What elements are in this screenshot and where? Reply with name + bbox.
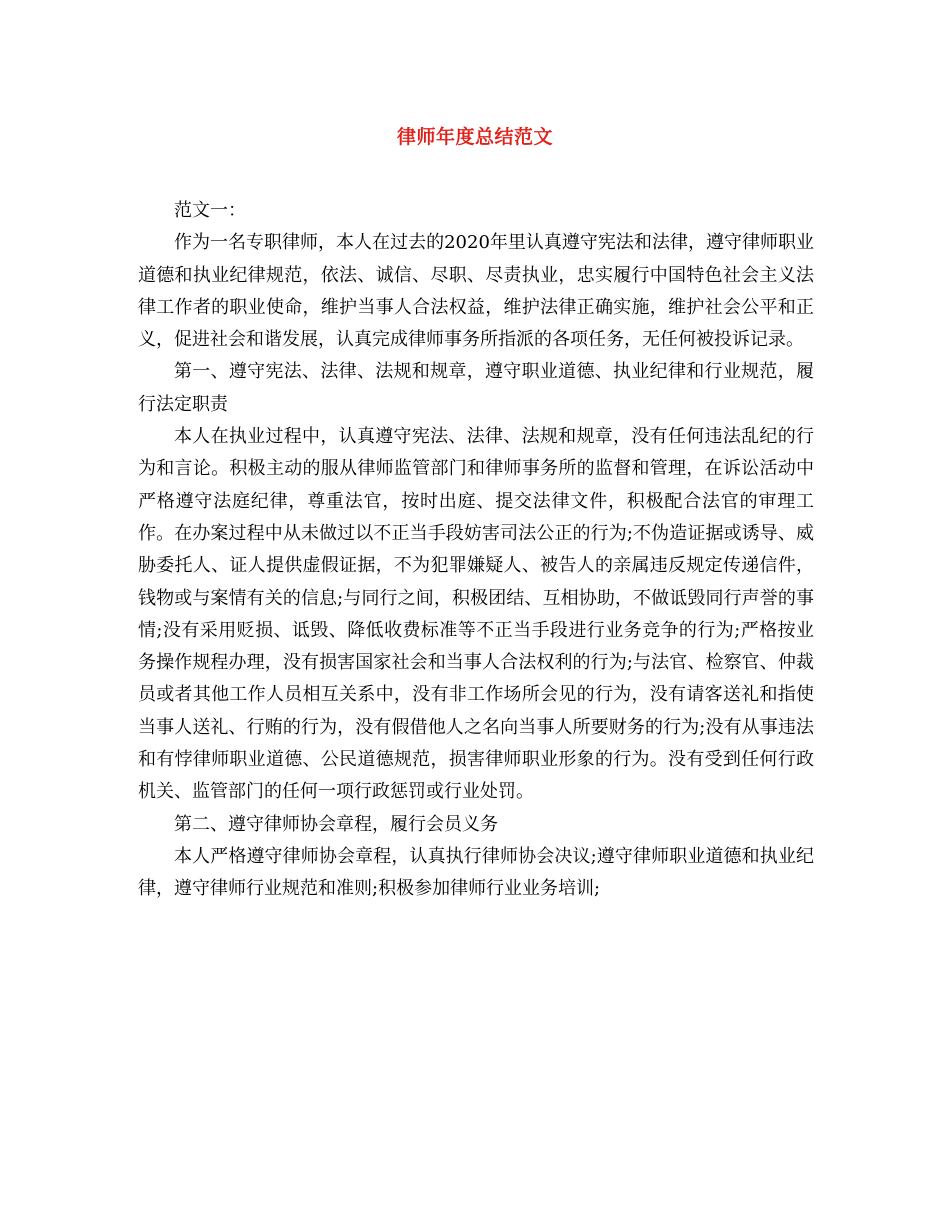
section-heading-second: 第二、遵守律师协会章程，履行会员义务 — [174, 813, 498, 835]
section-heading-first: 第一、遵守宪法、法律、法规和规章，遵守职业道德、执业纪律和行业规范，履行法定职责 — [138, 361, 814, 415]
paragraph-second-section: 本人严格遵守律师协会章程，认真执行律师协会决议;遵守律师职业道德和执业纪律，遵守律师行业规范和准则;积极参加律师行业业务培训; — [138, 845, 814, 900]
paragraph-first-section: 本人在执业过程中，认真遵守宪法、法律、法规和规章，没有任何违法乱纪的行为和言论。积极主动的服从律师监管部门和律师事务所的监督和管理，在诉讼活动中严格遵守法庭纪律，尊重法官，按时出庭、提交法律文件，积极配合法官的审理工作。在办案过程中从未做过以不正当手段妨害司法公正的行为;不伪造证据或诱导、威胁委托人、证人提供虚假证据，不为犯罪嫌疑人、被告人的亲属违反规定传递信件，钱物或与案情有关的信息;与同行之间，积极团结、互相协助，不做诋毁同行声誉的事情;没有采用贬损、诋毁、降低收费标准等不正当手段进行业务竞争的行为;严格按业务操作规程办理，没有损害国家社会和当事人合法权利的行为;与法官、检察官、仲裁员或者其他工作人员相互关系中，没有非工作场所会见的行为，没有请客送礼和指使当事人送礼、行贿的行为，没有假借他人之名向当事人所要财务的行为;没有从事违法和有悖律师职业道德、公民道德规范，损害律师职业形象的行为。没有受到任何行政机关、监管部门的任何一项行政惩罚或行业处罚。 — [138, 426, 814, 803]
document-body — [138, 195, 814, 906]
document-title: 律师年度总结范文 — [396, 126, 553, 148]
paragraph-intro: 作为一名专职律师，本人在过去的2020年里认真遵守宪法和法律，遵守律师职业道德和执业纪律规范，依法、诚信、尽职、尽责执业，忠实履行中国特色社会主义法律工作者的职业使命，维护当事人合法权益，维护法律正确实施，维护社会公平和正义，促进社会和谐发展，认真完成律师事务所指派的各项任务，无任何被投诉记录。 — [138, 232, 814, 351]
paragraph-sample-heading: 范文一： — [174, 200, 246, 221]
